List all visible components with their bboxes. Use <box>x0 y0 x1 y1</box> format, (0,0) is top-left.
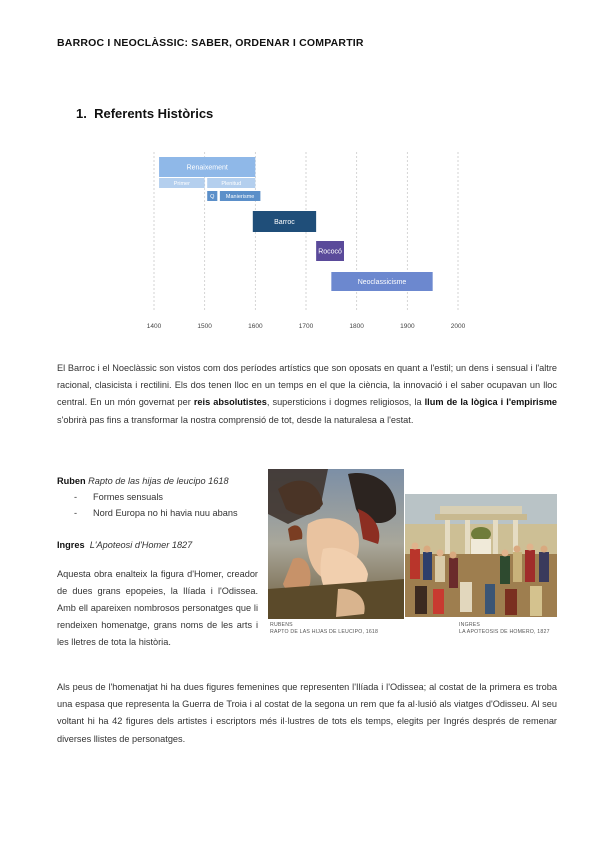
tick-label: 1900 <box>400 323 415 330</box>
ingres-painting-image <box>405 494 557 617</box>
rubens-caption <box>270 622 378 635</box>
list-item: - Nord Europa no hi havia nuu abans <box>74 505 262 521</box>
rubens-bullet-list <box>57 489 262 521</box>
intro-bold-1: reis absolutistes <box>193 397 267 408</box>
ingres-heading <box>57 537 262 553</box>
timeline-bar-label: Primer <box>173 180 190 187</box>
timeline-bar-label: Renaixement <box>186 164 228 172</box>
tick-label: 2000 <box>450 323 466 330</box>
rubens-heading <box>57 473 262 489</box>
tick-label: 1500 <box>197 323 212 330</box>
tick-label: 1700 <box>298 323 314 330</box>
intro-text-1: El Barroc i el Noeclàssic son vistos com dos períodes artístics que son oposats en quant a l'estil; un dens i sensual i l'altre racional, clasicista i rectilini. Els dos tenen lloc en un temps en el que la ciència, la innovació i el saber ocupavan un lloc central. En un món governat per <box>57 363 557 408</box>
timeline-bar-label: Barroc <box>274 218 295 226</box>
timeline-bar-label: Manierisme <box>225 193 255 200</box>
timeline-bar-label: Neoclassicisme <box>357 278 407 286</box>
ingres-block <box>57 537 262 553</box>
rubens-block <box>57 473 262 521</box>
rubens-artist: Ruben <box>57 476 86 486</box>
rubens-caption-title: RAPTO DE LAS HIJAS DE LEUCIPO, 1618 <box>270 628 379 635</box>
list-item: - Formes sensuals <box>74 489 262 505</box>
rubens-caption-artist: RUBENS <box>270 622 293 628</box>
closing-paragraph: Als peus de l'homenatjat hi ha dues figures femenines que representen l'Ilíada i l'Odissea; al costat de la primera es troba una espasa que representa la Guerra de Troia i al costat de la segona un rem que fa al·lusió als viatges d'Odisseu. Al seu voltant hi ha 42 figures dels artistes i escriptors més il·lustres de tots els temps, elegits per Ingrés després de remenar diverses llistes de personatges. <box>57 682 557 744</box>
ingres-caption <box>459 622 550 635</box>
tick-label: 1400 <box>146 323 162 330</box>
timeline-chart <box>0 0 600 340</box>
intro-bold-2: llum de la lògica i l'empirisme <box>424 397 557 408</box>
section-number: 1. <box>76 106 87 121</box>
intro-text-3: s'obrirà pas fins a transformar la nostra comprensió de tot, desde la naturalesa a l'estat. <box>57 414 414 425</box>
rubens-title: Rapto de las hijas de leucipo 1618 <box>88 476 229 486</box>
ingres-artist: Ingres <box>57 540 85 550</box>
rubens-painting-image <box>268 469 404 619</box>
ingres-caption-artist: INGRES <box>459 622 481 628</box>
tick-label: 1800 <box>349 323 364 330</box>
document-header: BARROC I NEOCLÀSSIC: SABER, ORDENAR I COMPARTIR <box>57 37 364 49</box>
section-title-text: Referents Històrics <box>94 106 214 121</box>
timeline-bar-label: Q <box>210 193 215 200</box>
ingres-title: L'Apoteosi d'Homer 1827 <box>89 540 193 550</box>
ingres-caption-title: LA APOTEOSIS DE HOMERO, 1827 <box>459 628 550 635</box>
timeline-bar-label: Rococó <box>318 248 342 256</box>
timeline-bar-label: Plenitud <box>221 180 242 187</box>
ingres-description: Aquesta obra enalteix la figura d'Homer, creador de dues grans epopeies, la Ilíada i l'Odissea. Amb ell apareixen nombrosos personatges que li rendeixen homenatge, grans noms de les arts i les lletres de tota la història. <box>57 569 258 647</box>
intro-text-2: , supersticions i dogmes religiosos, la <box>266 397 425 408</box>
intro-paragraph <box>57 360 557 429</box>
tick-label: 1600 <box>248 323 263 330</box>
